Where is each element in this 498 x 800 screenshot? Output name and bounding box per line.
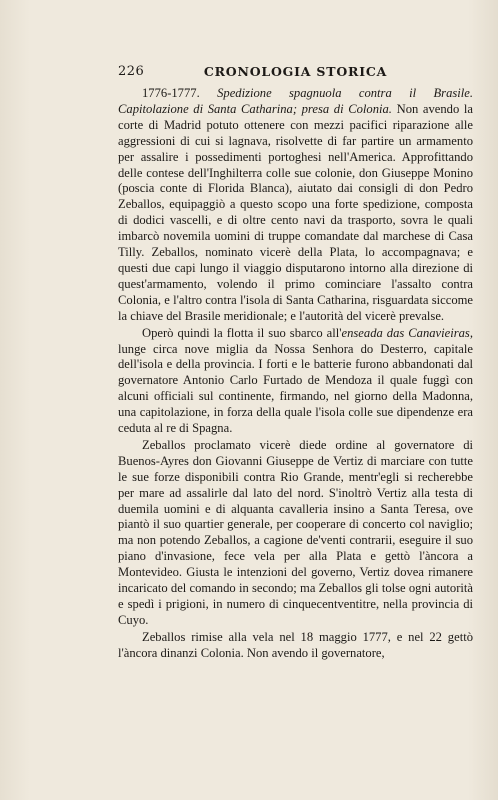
page-number: 226 bbox=[118, 64, 145, 79]
paragraph-3-text: Zeballos proclamato vicerè diede ordine al governatore di Buenos-Ayres don Giovanni Giuseppe de Vertiz di marciare con tutte le sue forze disponibili contra Rio Grande, mentr'egli si recherebbe per mare ad assalirle dal lato del nord. S'inoltrò Vertiz alla testa di duemila uomini e di alquanta cavalleria insino a Santa Teresa, ove piantò il suo quartier generale, per cooperare di concerto col naviglio; ma non potendo Zeballos, a cagione de'venti contrarii, eseguire il suo piano d'invasione, fece vela per alla Plata e gettò l'àncora a Montevideo. Giusta le intenzioni del governo, Vertiz dovea rimanere incaricato del comando in secondo; ma Zeballos gli tolse ogni autorità e spedì i prigioni, in numero di cinquecentventitre, nella provincia di Cuyo. bbox=[118, 437, 473, 627]
paragraph-1-text: Non avendo la corte di Madrid potuto ottenere con mezzi pacifici riparazione alle aggressioni di cui si lagnava, risolvette di far partire un armamento per assalire i possedimenti portoghesi nell'America. Approfittando delle contese dell'Inghilterra colle sue colonie, don Giuseppe Monino (poscia conte di Florida Blanca), aiutato dai consigli di don Pedro Zeballos, equipaggiò a questo scopo una forte spedizione, composta di dodici vascelli, e di oltre cento navi da trasporto, sovra le quali imbarcò novemila uomini di truppe comandate dal marchese di Casa Tilly. Zeballos, nominato vicerè della Plata, lo accompagnava; e questi due capi lungo il viaggio disputarono intorno alla direzione di quest'armamento, volendo il primo cominciare l'assalto contra Colonia, e l'altro contra l'isola di Santa Catharina, risguardata siccome la chiave del Brasile meridionale; e l'autorità del vicerè prevalse. bbox=[118, 101, 473, 323]
place-name-italic: enseada das Canavieiras, bbox=[341, 325, 473, 340]
paragraph-3 bbox=[118, 438, 473, 629]
paragraph-4-text: Zeballos rimise alla vela nel 18 maggio 1777, e nel 22 gettò l'àncora dinanzi Colonia. Non avendo il governatore, bbox=[118, 629, 473, 660]
entry-year: 1776-1777. bbox=[142, 86, 200, 100]
running-title: CRONOLOGIA STORICA bbox=[203, 64, 388, 79]
body-text bbox=[118, 86, 473, 662]
paragraph-1 bbox=[118, 86, 473, 325]
entry-heading: Spedizione spagnuola contra il Brasile. Capitolazione di Santa Catharina; presa di Colonia. bbox=[118, 86, 473, 116]
paragraph-2 bbox=[118, 326, 473, 437]
paragraph-2-text-after: lunge circa nove miglia da Nossa Senhora do Desterro, capitale dell'isola e della provincia. I forti e le batterie furono abbandonati dal governatore Antonio Carlo Furtado de Mendoza il quale fuggì con alcuni officiali sul continente, firmando, nel giorno della Madonna, una capitolazione, in forza della quale l'isola colle sue dipendenze era ceduta al re di Spagna. bbox=[118, 341, 473, 436]
paragraph-4 bbox=[118, 630, 473, 662]
page-header bbox=[118, 64, 473, 82]
paragraph-2-text-before: Operò quindi la flotta il suo sbarco all' bbox=[142, 325, 342, 340]
